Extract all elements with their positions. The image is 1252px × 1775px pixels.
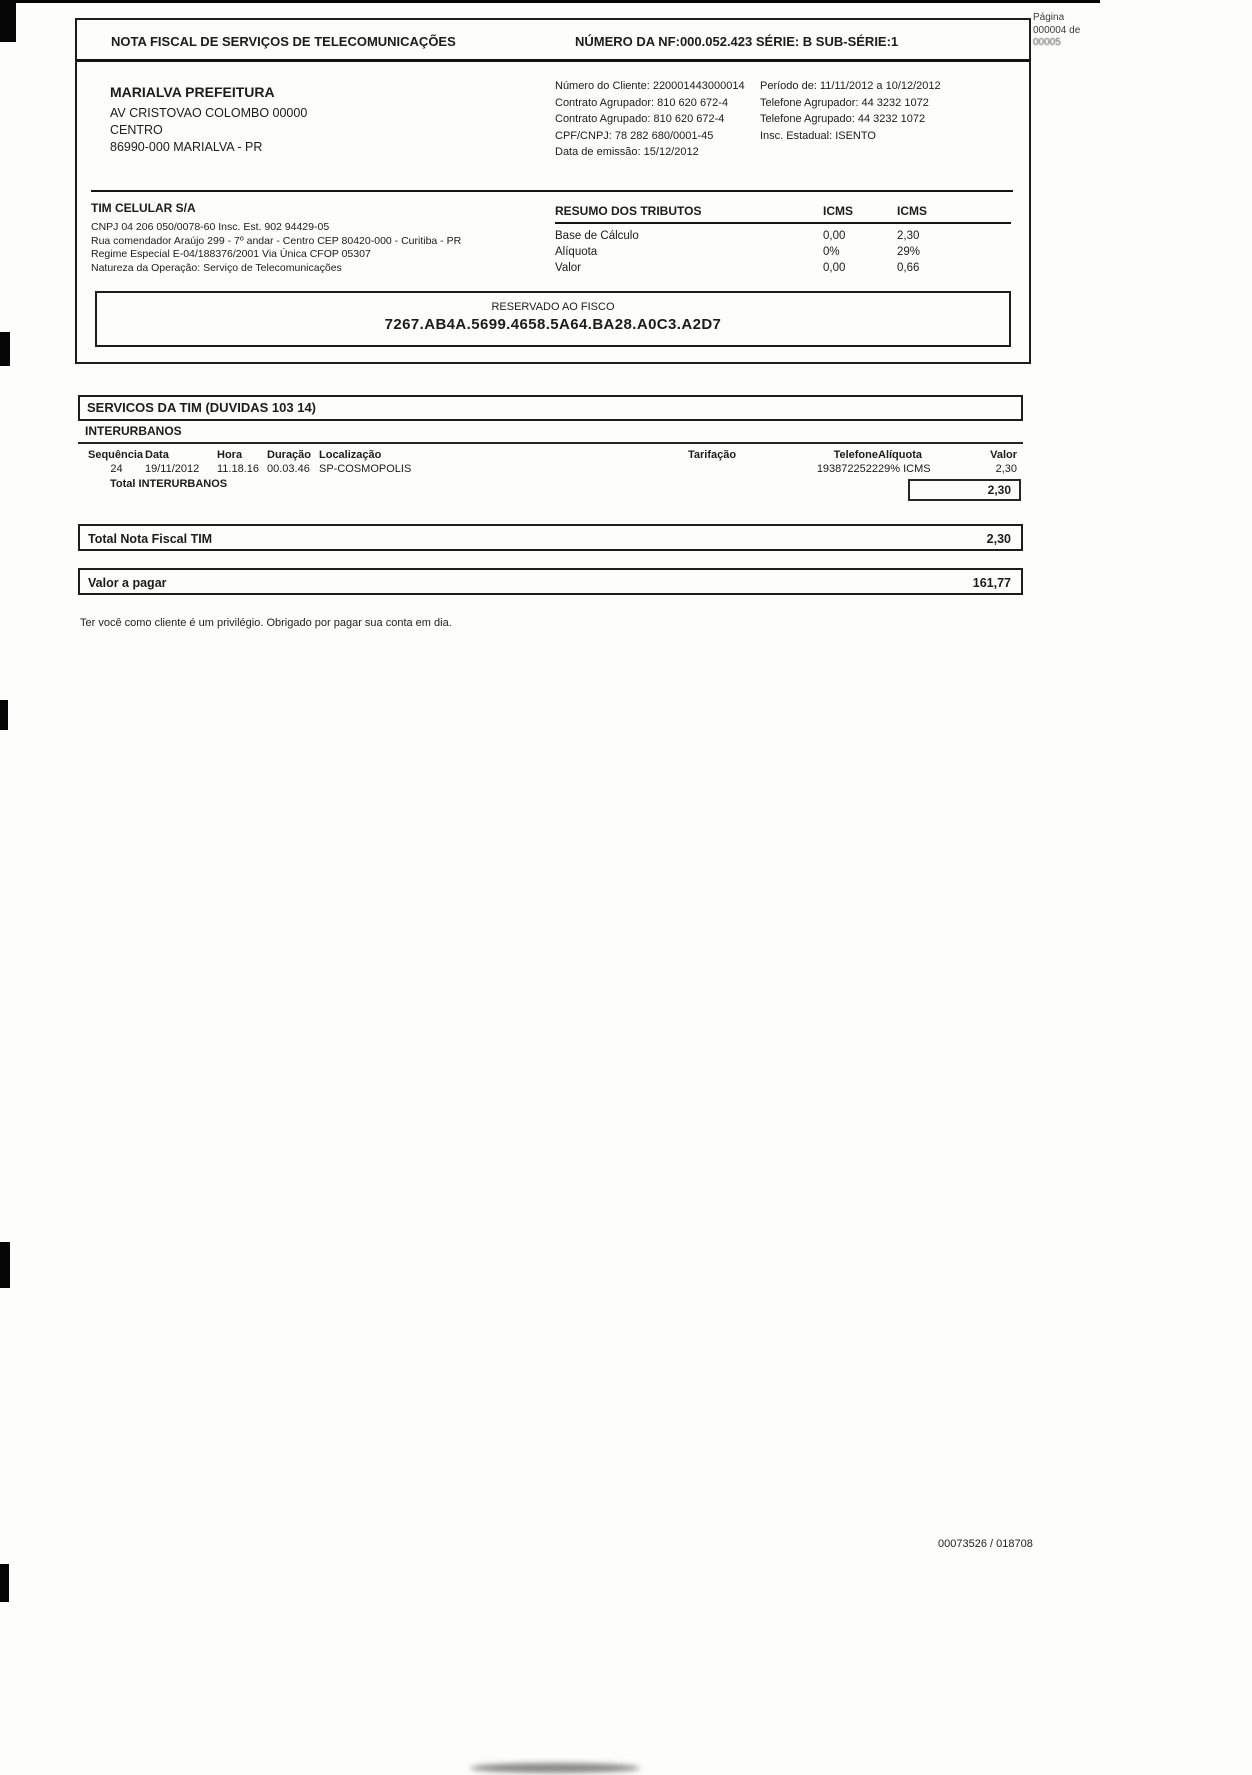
- tax-summary-header: [555, 203, 1011, 224]
- tax-row-base-v2: 2,30: [897, 230, 920, 242]
- tax-row-valor-label: Valor: [555, 262, 581, 274]
- contract-details-left: [555, 78, 745, 161]
- detail-period: Período de: 11/11/2012 a 10/12/2012: [760, 80, 941, 92]
- provider-cnpj: CNPJ 04 206 050/0078-60 Insc. Est. 902 94429-05: [91, 221, 330, 233]
- scan-artifact-left-2: [0, 700, 8, 730]
- invoice-total-value: 2,30: [986, 532, 1011, 546]
- customer-address: AV CRISTOVAO COLOMBO 00000: [110, 106, 308, 120]
- interurbanos-heading: INTERURBANOS: [78, 424, 1023, 444]
- invoice-header-box: [75, 18, 1031, 364]
- call-value: 2,30: [995, 463, 1017, 475]
- col-tarifacao: Tarifação: [688, 449, 737, 461]
- call-time: 11.18.16: [217, 463, 260, 475]
- tax-summary-title: RESUMO DOS TRIBUTOS: [555, 204, 702, 218]
- col-hora: Hora: [217, 449, 243, 461]
- call-rate: 29% ICMS: [878, 463, 931, 475]
- scan-artifact-corner: [0, 0, 16, 42]
- interurbanos-total-label: Total INTERURBANOS: [110, 478, 228, 490]
- detail-emission-date: Data de emissão: 15/12/2012: [555, 146, 699, 158]
- tax-row-aliquota-v1: 0%: [823, 246, 840, 258]
- call-location: SP-COSMOPOLIS: [319, 463, 412, 475]
- fisco-reserved-box: [95, 291, 1011, 347]
- call-date: 19/11/2012: [145, 463, 200, 475]
- tax-col-icms-2: ICMS: [897, 204, 927, 218]
- customer-district: CENTRO: [110, 123, 163, 137]
- call-tariff: [688, 462, 808, 476]
- amount-due-label: Valor a pagar: [88, 576, 167, 590]
- divider-rule: [91, 190, 1013, 192]
- tax-row-valor: [555, 260, 1011, 276]
- calls-table: [78, 448, 1023, 490]
- provider-address: Rua comendador Araújo 299 - 7º andar - Centro CEP 80420-000 - Curitiba - PR: [91, 234, 462, 247]
- customer-city: 86990-000 MARIALVA - PR: [110, 140, 263, 154]
- page-counter-current: 000004 de: [1033, 24, 1081, 36]
- col-sequencia: Sequência: [88, 449, 144, 461]
- tax-row-base-label: Base de Cálculo: [555, 230, 639, 242]
- customer-name: MARIALVA PREFEITURA: [110, 84, 275, 100]
- tax-row-aliquota-v2: 29%: [897, 246, 921, 258]
- scan-artifact-top-edge: [0, 0, 1100, 3]
- col-data: Data: [145, 449, 169, 461]
- invoice-title: NOTA FISCAL DE SERVIÇOS DE TELECOMUNICAÇÕES: [111, 34, 456, 49]
- call-duration: 00.03.46: [267, 463, 310, 475]
- invoice-title-row: [77, 20, 1029, 62]
- provider-natureza: Natureza da Operação: Serviço de Telecomunicações: [91, 261, 342, 274]
- courtesy-message: Ter você como cliente é um privilégio. Obrigado por pagar sua conta em dia.: [80, 617, 452, 629]
- provider-regime: Regime Especial E-04/188376/2001 Via Única CFOP 05307: [91, 248, 371, 260]
- scan-artifact-left-3: [0, 1242, 10, 1288]
- detail-cpf-cnpj: CPF/CNPJ: 78 282 680/0001-45: [555, 129, 714, 142]
- call-phone: 1938722522: [816, 463, 878, 475]
- contract-details-right: [760, 78, 941, 144]
- tax-row-aliquota: [555, 244, 1011, 260]
- amount-due-box: [78, 568, 1023, 595]
- provider-block: [91, 201, 541, 275]
- detail-contract-agrupador: Contrato Agrupador: 810 620 672-4: [555, 96, 729, 109]
- fisco-title: RESERVADO AO FISCO: [491, 301, 615, 313]
- provider-name: TIM CELULAR S/A: [91, 201, 196, 215]
- col-duracao: Duração: [267, 449, 312, 461]
- detail-insc-estadual: Insc. Estadual: ISENTO: [760, 129, 876, 142]
- detail-phone-agrupador: Telefone Agrupador: 44 3232 1072: [760, 96, 929, 109]
- tax-row-base: [555, 228, 1011, 244]
- col-aliquota: Alíquota: [878, 449, 922, 461]
- tax-row-base-v1: 0,00: [823, 230, 846, 242]
- calls-table-header: [78, 448, 1023, 462]
- scan-artifact-bottom-smudge: [470, 1763, 640, 1773]
- interurbanos-total-box: 2,30: [908, 479, 1021, 501]
- col-telefone: Telefone: [833, 449, 878, 461]
- amount-due-value: 161,77: [972, 576, 1011, 590]
- detail-client-number: Número do Cliente: 220001443000014: [555, 80, 745, 92]
- page-counter: [1033, 12, 1080, 50]
- document-number: 00073526 / 018708: [938, 1538, 1033, 1550]
- call-seq: 24: [110, 463, 123, 475]
- customer-block: [110, 84, 307, 156]
- col-valor: Valor: [990, 449, 1017, 461]
- invoice-total-label: Total Nota Fiscal TIM: [88, 532, 213, 546]
- scan-artifact-left-4: [0, 1564, 9, 1602]
- services-section-title: SERVICOS DA TIM (DUVIDAS 103 14): [78, 395, 1023, 421]
- tax-summary-table: [555, 203, 1011, 276]
- tax-row-aliquota-label: Alíquota: [555, 246, 598, 258]
- tax-col-icms-1: ICMS: [823, 204, 853, 218]
- col-localizacao: Localização: [319, 449, 382, 461]
- detail-contract-agrupado: Contrato Agrupado: 810 620 672-4: [555, 113, 725, 125]
- tax-row-valor-v2: 0,66: [897, 262, 920, 274]
- invoice-number: NÚMERO DA NF:000.052.423 SÉRIE: B SUB-SÉRIE:1: [575, 34, 899, 49]
- page-counter-label: Página: [1033, 12, 1065, 23]
- invoice-total-box: [78, 524, 1023, 551]
- tax-row-valor-v1: 0,00: [823, 262, 846, 274]
- detail-phone-agrupado: Telefone Agrupado: 44 3232 1072: [760, 113, 926, 125]
- scan-artifact-left-1: [0, 332, 10, 366]
- fisco-code: 7267.AB4A.5699.4658.5A64.BA28.A0C3.A2D7: [384, 316, 722, 333]
- call-row: [78, 462, 1023, 476]
- page-counter-total: 00005: [1033, 37, 1061, 48]
